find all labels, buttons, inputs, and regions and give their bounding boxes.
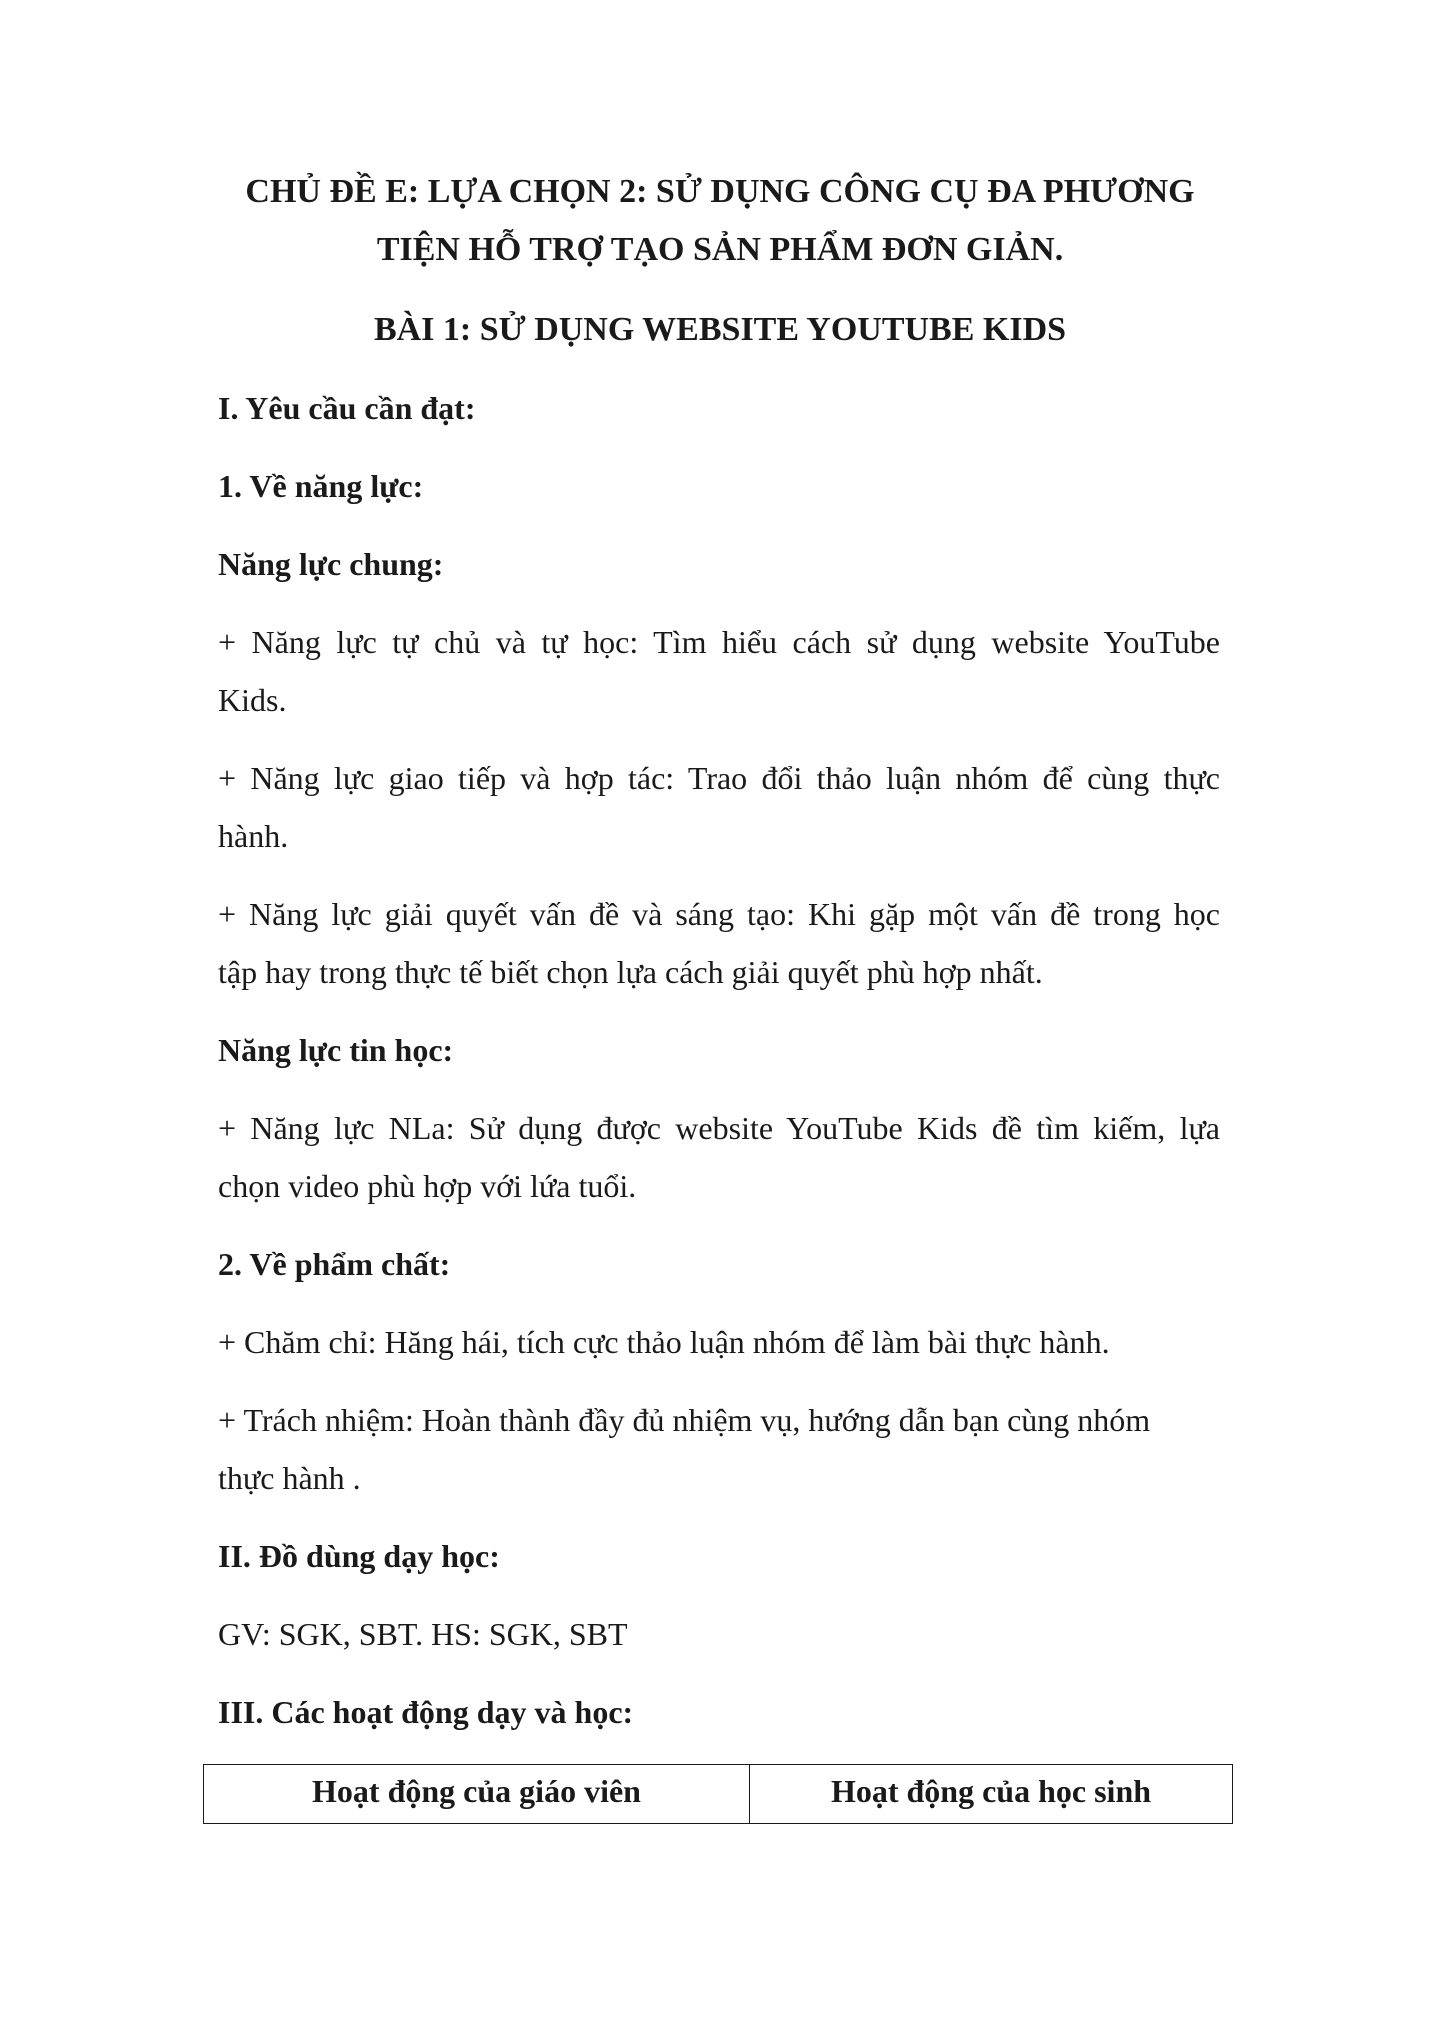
paragraph-nla-line-2: chọn video phù hợp với lứa tuổi. bbox=[218, 1168, 637, 1204]
paragraph-responsibility-line-2: thực hành . bbox=[218, 1460, 361, 1496]
activities-table bbox=[203, 1764, 1233, 1824]
section-heading-activities: III. Các hoạt động dạy và học: bbox=[218, 1694, 634, 1730]
paragraph-problem-solving-line-2: tập hay trong thực tế biết chọn lựa cách giải quyết phù hợp nhất. bbox=[218, 954, 1043, 990]
table-header-student: Hoạt động của học sinh bbox=[830, 1773, 1152, 1809]
paragraph-communication-line-2: hành. bbox=[218, 818, 289, 854]
paragraph-communication-line-1: + Năng lực giao tiếp và hợp tác: Trao đổi thảo luận nhóm để cùng thực bbox=[218, 760, 1220, 796]
it-competence-heading: Năng lực tin học: bbox=[218, 1032, 454, 1068]
paragraph-self-study-line-2: Kids. bbox=[218, 682, 287, 718]
section-heading-materials: II. Đồ dùng dạy học: bbox=[218, 1538, 500, 1574]
paragraph-diligence: + Chăm chỉ: Hăng hái, tích cực thảo luận nhóm để làm bài thực hành. bbox=[218, 1324, 1110, 1360]
subheading-qualities: 2. Về phẩm chất: bbox=[218, 1246, 451, 1282]
materials-text: GV: SGK, SBT. HS: SGK, SBT bbox=[218, 1616, 628, 1652]
table-header-teacher: Hoạt động của giáo viên bbox=[204, 1765, 750, 1823]
paragraph-nla-line-1: + Năng lực NLa: Sử dụng được website YouTube Kids đề tìm kiếm, lựa bbox=[218, 1110, 1220, 1146]
paragraph-responsibility-line-1: + Trách nhiệm: Hoàn thành đầy đủ nhiệm vụ, hướng dẫn bạn cùng nhóm bbox=[218, 1402, 1151, 1438]
subheading-competence: 1. Về năng lực: bbox=[218, 468, 424, 504]
topic-title-line-2: TIỆN HỖ TRỢ TẠO SẢN PHẨM ĐƠN GIẢN. bbox=[376, 231, 1064, 268]
general-competence-heading: Năng lực chung: bbox=[218, 546, 444, 582]
section-heading-requirements: I. Yêu cầu cần đạt: bbox=[218, 390, 476, 426]
paragraph-problem-solving-line-1: + Năng lực giải quyết vấn đề và sáng tạo: Khi gặp một vấn đề trong học bbox=[218, 896, 1220, 932]
lesson-title: BÀI 1: SỬ DỤNG WEBSITE YOUTUBE KIDS bbox=[373, 311, 1067, 348]
paragraph-self-study-line-1: + Năng lực tự chủ và tự học: Tìm hiểu cách sử dụng website YouTube bbox=[218, 624, 1220, 660]
topic-title-line-1: CHỦ ĐỀ E: LỰA CHỌN 2: SỬ DỤNG CÔNG CỤ ĐA PHƯƠNG bbox=[245, 173, 1195, 210]
